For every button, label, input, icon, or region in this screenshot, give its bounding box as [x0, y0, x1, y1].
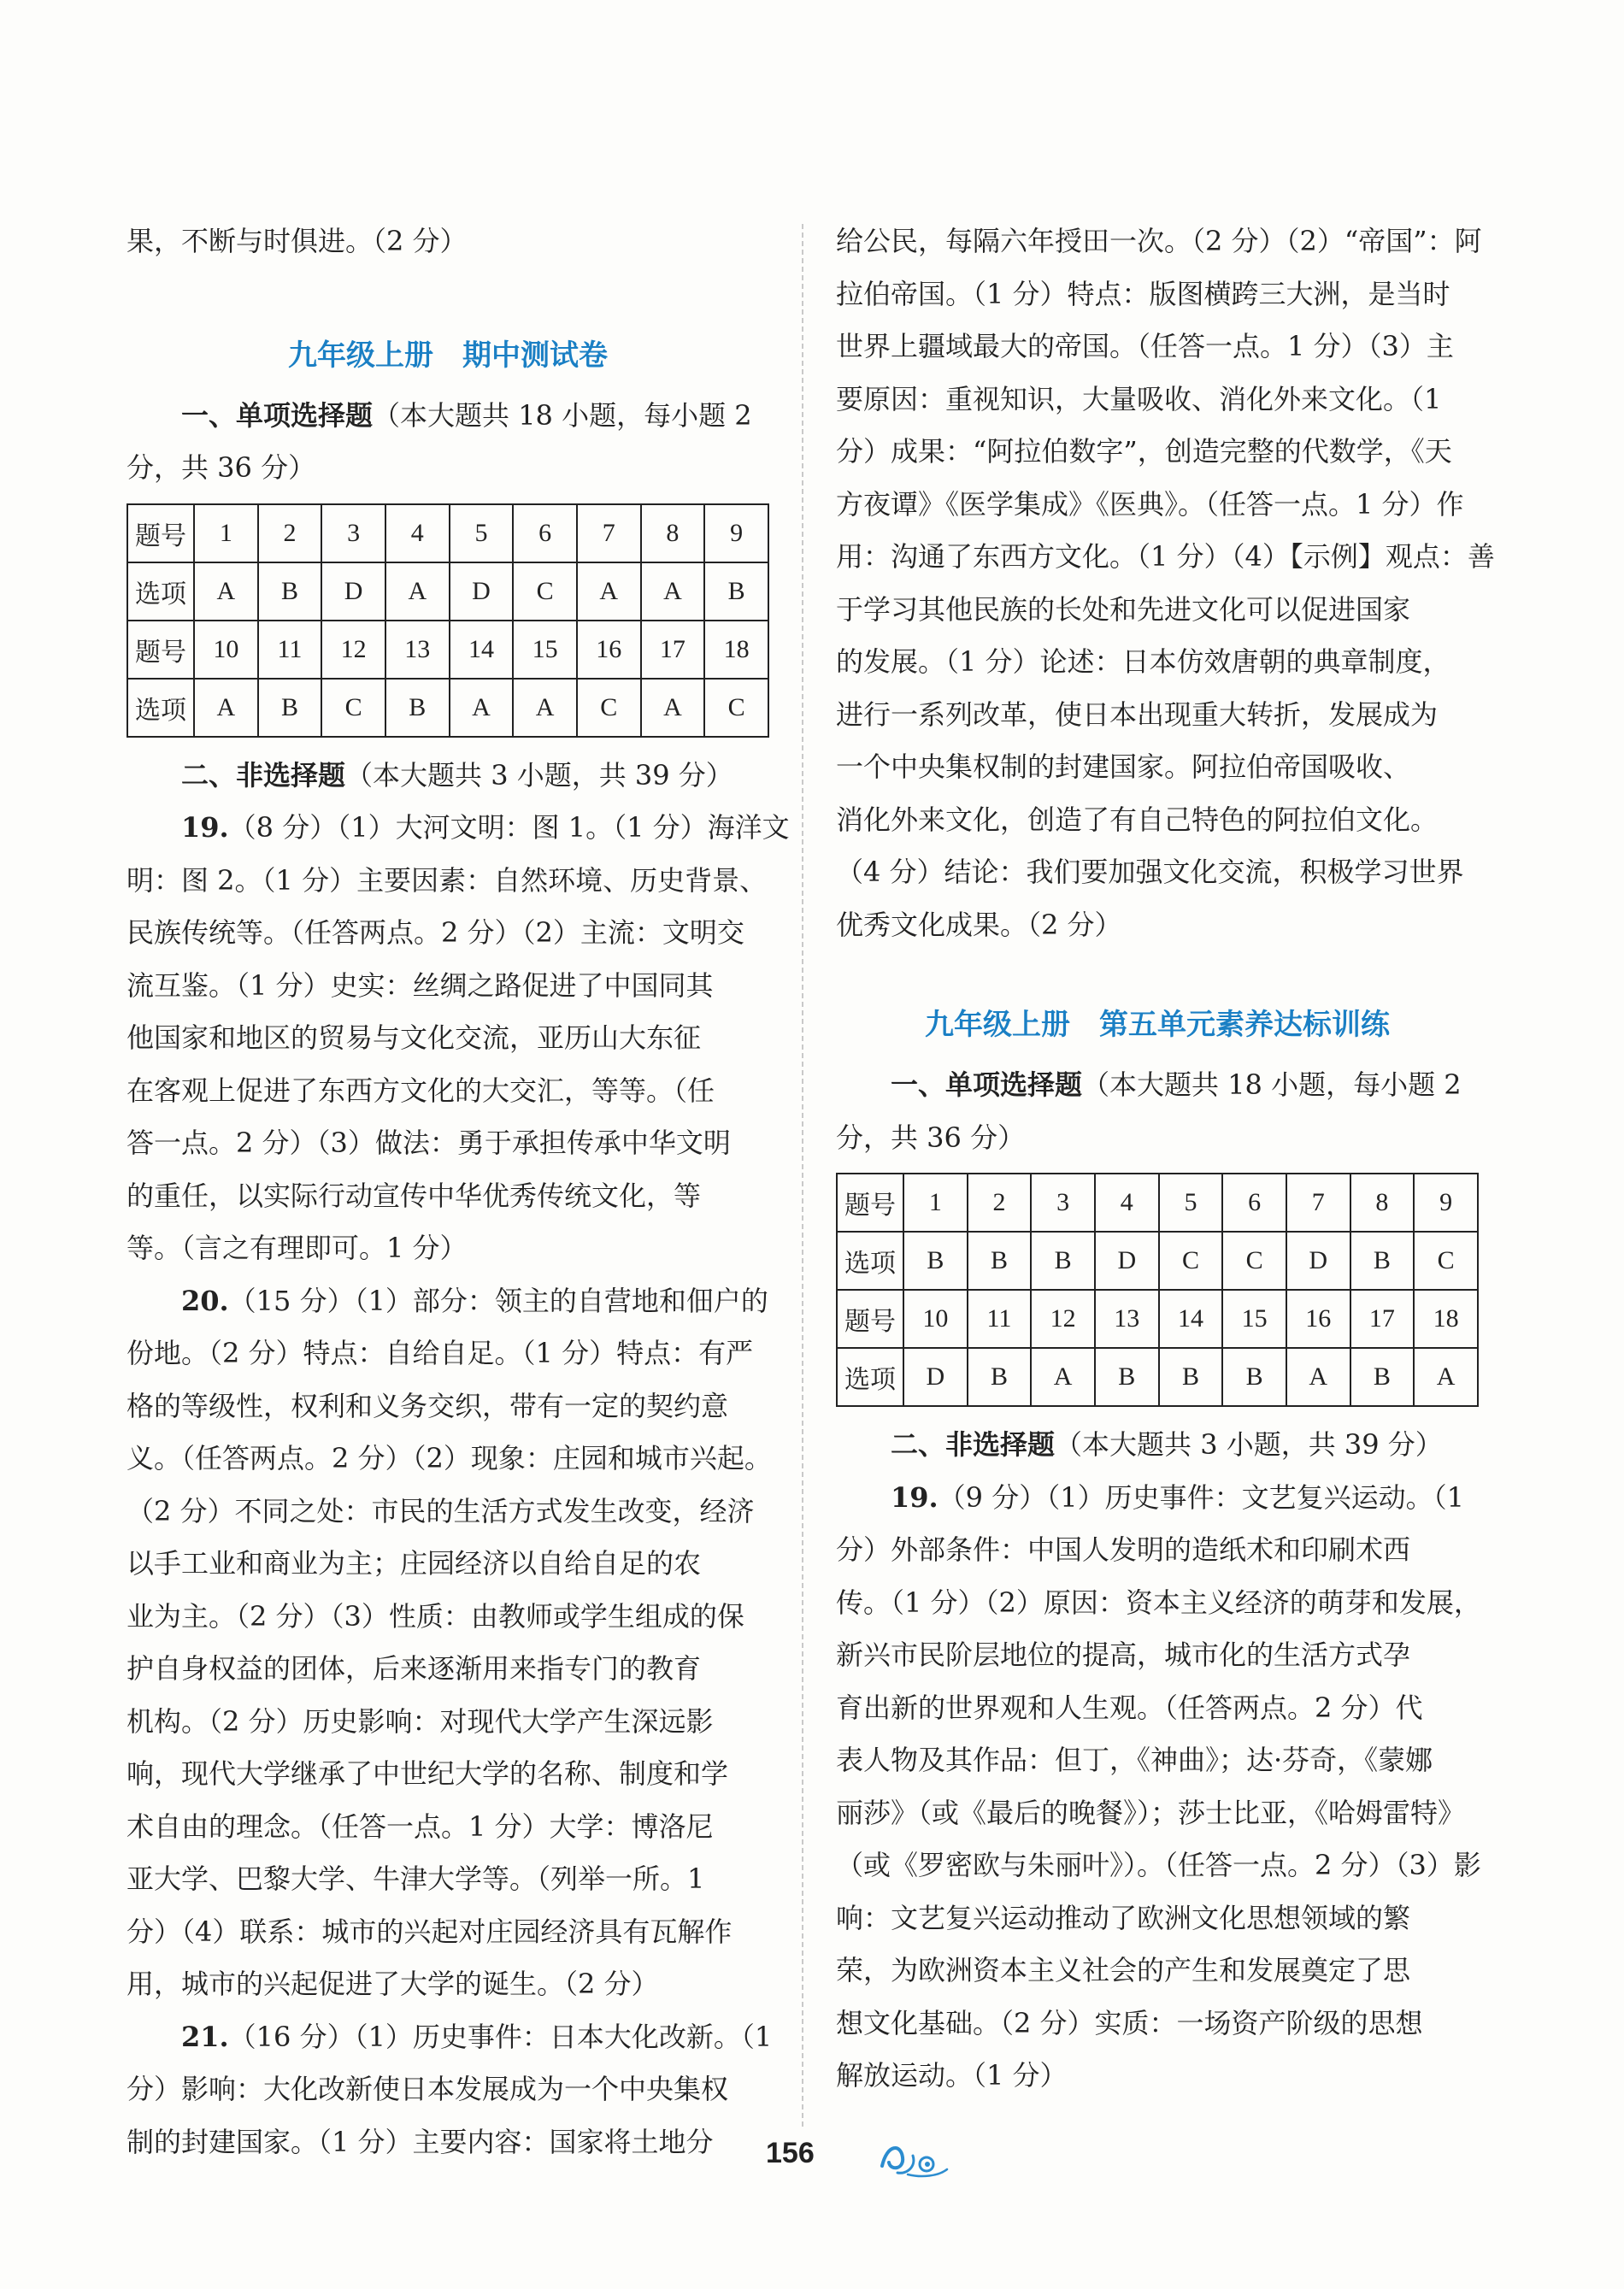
text-line: （或《罗密欧与朱丽叶》）。（任答一点。2 分）（3）影 [836, 1849, 1481, 1881]
part2-label: 二、非选择题 [181, 758, 346, 791]
text-line: 明：图 2。（1 分）主要因素：自然环境、历史背景、 [127, 863, 768, 897]
text-line: 拉伯帝国。（1 分）特点：版图横跨三大洲，是当时 [836, 277, 1450, 310]
table-cell: B [258, 562, 322, 621]
text-line: 义。（任答两点。2 分）（2）现象：庄园和城市兴起。 [127, 1442, 772, 1474]
text-line: 答一点。2 分）（3）做法：勇于承担传承中华文明 [127, 1127, 731, 1159]
table-cell: C [1159, 1232, 1223, 1290]
table-cell: C [577, 679, 641, 737]
text-line: 响：文艺复兴运动推动了欧洲文化思想领域的繁 [836, 1901, 1411, 1934]
left-column [127, 215, 790, 2168]
q20-first-line [127, 1275, 769, 1328]
q19-first-line [127, 802, 790, 855]
question-number: 19. [891, 1480, 939, 1514]
table-cell: A [513, 679, 577, 737]
question-text: （15 分）（1）部分：领主的自营地和佃户的 [228, 1284, 768, 1317]
table-cell: B [968, 1232, 1032, 1290]
part2-note: （本大题共 3 小题，共 39 分） [345, 758, 733, 791]
table-cell: A [577, 562, 641, 621]
row-label: 题号 [127, 621, 194, 679]
text-line: 世界上疆域最大的帝国。（任答一点。1 分）（3）主 [836, 330, 1454, 362]
text-line: 制的封建国家。（1 分）主要内容：国家将土地分 [127, 2125, 714, 2158]
question-number: 20. [181, 1284, 229, 1317]
text-line: （2 分）不同之处：市民的生活方式发生改变，经济 [127, 1494, 755, 1527]
table-cell: A [450, 679, 514, 737]
question-text: （16 分）（1）历史事件：日本大化改新。（1 [228, 2020, 773, 2053]
table-cell: 14 [1159, 1290, 1223, 1348]
table-cell: B [258, 679, 322, 737]
table-cell: A [641, 562, 705, 621]
table-cell: 15 [513, 621, 577, 679]
table-cell: B [385, 679, 450, 737]
table-cell: D [903, 1348, 968, 1406]
table-cell: 5 [450, 504, 514, 562]
answer-table-unit5 [836, 1173, 1479, 1407]
text-line: 优秀文化成果。（2 分） [836, 908, 1122, 941]
text-line: 表人物及其作品：但丁，《神曲》；达·芬奇，《蒙娜 [836, 1744, 1433, 1776]
table-cell: 4 [1095, 1174, 1159, 1232]
table-cell: C [321, 679, 385, 737]
table-cell: D [321, 562, 385, 621]
table-cell: A [1286, 1348, 1350, 1406]
text-line: 份地。（2 分）特点：自给自足。（1 分）特点：有严 [127, 1337, 754, 1369]
table-cell: C [1414, 1232, 1478, 1290]
text-line: 以手工业和商业为主；庄园经济以自给自足的农 [127, 1547, 702, 1580]
text-line: 机构。（2 分）历史影响：对现代大学产生深远影 [127, 1704, 714, 1738]
text-line: （4 分）结论：我们要加强文化交流，积极学习世界 [836, 856, 1464, 888]
table-cell: 11 [968, 1290, 1032, 1348]
part2-heading [127, 750, 769, 803]
table-cell: 12 [1031, 1290, 1095, 1348]
right-column [836, 215, 1495, 2103]
part1-note-cont: 分，共 36 分） [836, 1121, 1026, 1154]
table-cell: 7 [1286, 1174, 1350, 1232]
text-line: 响，现代大学继承了中世纪大学的名称、制度和学 [127, 1757, 729, 1790]
text-line: 等。（言之有理即可。1 分） [127, 1232, 468, 1264]
text-line: 的发展。（1 分）论述：日本仿效唐朝的典章制度， [836, 645, 1450, 678]
text-line: 荣，为欧洲资本主义社会的产生和发展奠定了思 [836, 1954, 1411, 1986]
part1-label: 一、单项选择题 [181, 398, 374, 432]
table-cell: 3 [1031, 1174, 1095, 1232]
table-cell: B [968, 1348, 1032, 1406]
table-cell: 13 [385, 621, 450, 679]
table-cell: 17 [641, 621, 705, 679]
text-line: 果，不断与时俱进。（2 分） [127, 225, 468, 257]
text-line: 消化外来文化，创造了有自己特色的阿拉伯文化。 [836, 803, 1439, 836]
table-cell: 4 [385, 504, 450, 562]
row-label: 选项 [127, 679, 194, 737]
table-cell: B [1350, 1348, 1415, 1406]
table-cell: A [194, 679, 258, 737]
table-row [127, 504, 768, 562]
table-cell: B [1159, 1348, 1223, 1406]
table-cell: D [1095, 1232, 1159, 1290]
row-label: 题号 [837, 1174, 903, 1232]
table-cell: 14 [450, 621, 514, 679]
table-cell: 15 [1222, 1290, 1286, 1348]
table-cell: 17 [1350, 1290, 1415, 1348]
section-title-midterm: 九年级上册 期中测试卷 [288, 338, 608, 373]
table-cell: 16 [1286, 1290, 1350, 1348]
table-cell: B [903, 1232, 968, 1290]
table-cell: 16 [577, 621, 641, 679]
part2-heading [836, 1419, 1479, 1472]
question-text: （8 分）（1）大河文明：图 1。（1 分）海洋文 [228, 811, 790, 844]
wave-flourish-icon [879, 2140, 952, 2181]
text-line: 的重任，以实际行动宣传中华优秀传统文化，等 [127, 1179, 702, 1212]
text-line: 在客观上促进了东西方文化的大交汇，等等。（任 [127, 1074, 715, 1107]
q21-first-line [127, 2011, 773, 2064]
text-line: 传。（1 分）（2）原因：资本主义经济的萌芽和发展， [836, 1586, 1481, 1619]
text-line: 分）（4）联系：城市的兴起对庄园经济具有瓦解作 [127, 1915, 733, 1948]
table-cell: 11 [258, 621, 322, 679]
table-cell: 18 [704, 621, 768, 679]
table-cell: 9 [1414, 1174, 1478, 1232]
table-cell: 1 [903, 1174, 968, 1232]
text-line: 给公民，每隔六年授田一次。（2 分）（2）“帝国”：阿 [836, 225, 1482, 257]
table-cell: D [1286, 1232, 1350, 1290]
page-number: 156 [766, 2137, 815, 2169]
table-cell: 9 [704, 504, 768, 562]
table-cell: A [194, 562, 258, 621]
table-cell: A [385, 562, 450, 621]
table-cell: 8 [641, 504, 705, 562]
table-row [837, 1232, 1478, 1290]
row-label: 选项 [837, 1232, 903, 1290]
part2-note: （本大题共 3 小题，共 39 分） [1055, 1428, 1443, 1461]
text-line: 于学习其他民族的长处和先进文化可以促进国家 [836, 592, 1411, 626]
column-divider [802, 224, 803, 2127]
table-cell: C [1222, 1232, 1286, 1290]
section-title-unit5: 九年级上册 第五单元素养达标训练 [925, 1008, 1390, 1042]
part1-note: （本大题共 18 小题，每小题 2 [373, 398, 752, 432]
text-line: 亚大学、巴黎大学、牛津大学等。（列举一所。1 [127, 1862, 705, 1895]
table-cell: B [1222, 1348, 1286, 1406]
text-line: 民族传统等。（任答两点。2 分）（2）主流：文明交 [127, 916, 744, 949]
text-line: 用：沟通了东西方文化。（1 分）（4）【示例】观点：善 [836, 540, 1495, 573]
table-row [837, 1174, 1478, 1232]
table-cell: C [704, 679, 768, 737]
text-line: 流互鉴。（1 分）史实：丝绸之路促进了中国同其 [127, 968, 714, 1002]
text-line: 护自身权益的团体，后来逐渐用来指专门的教育 [127, 1652, 702, 1685]
row-label: 选项 [127, 562, 194, 621]
table-cell: A [641, 679, 705, 737]
table-row [127, 679, 768, 737]
table-cell: D [450, 562, 514, 621]
part1-heading [836, 1059, 1479, 1112]
table-cell: 12 [321, 621, 385, 679]
table-cell: 10 [194, 621, 258, 679]
text-line: 要原因：重视知识，大量吸收、消化外来文化。（1 [836, 382, 1442, 415]
table-row [837, 1290, 1478, 1348]
text-line: 分）成果：“阿拉伯数字”，创造完整的代数学，《天 [836, 435, 1452, 468]
part1-label: 一、单项选择题 [891, 1068, 1083, 1101]
text-line: 格的等级性，权利和义务交织，带有一定的契约意 [127, 1389, 729, 1422]
table-cell: B [1350, 1232, 1415, 1290]
table-cell: 6 [1222, 1174, 1286, 1232]
table-cell: B [704, 562, 768, 621]
text-line: 他国家和地区的贸易与文化交流，亚历山大东征 [127, 1021, 702, 1054]
text-line: 分）影响：大化改新使日本发展成为一个中央集权 [127, 2073, 729, 2105]
text-line: 用，城市的兴起促进了大学的诞生。（2 分） [127, 1968, 659, 2000]
text-line: 业为主。（2 分）（3）性质：由教师或学生组成的保 [127, 1599, 744, 1633]
answer-table-midterm [127, 503, 769, 738]
table-cell: A [1031, 1348, 1095, 1406]
table-cell: 6 [513, 504, 577, 562]
text-line: 方夜谭》《医学集成》《医典》。（任答一点。1 分）作 [836, 487, 1464, 521]
question-text: （9 分）（1）历史事件：文艺复兴运动。（1 [938, 1480, 1464, 1514]
row-label: 题号 [127, 504, 194, 562]
table-cell: B [1095, 1348, 1159, 1406]
part1-note: （本大题共 18 小题，每小题 2 [1082, 1068, 1462, 1101]
table-cell: A [1414, 1348, 1478, 1406]
question-number: 19. [181, 811, 229, 844]
part1-note-cont: 分，共 36 分） [127, 451, 316, 484]
text-line: 想文化基础。（2 分）实质：一场资产阶级的思想 [836, 2006, 1423, 2039]
table-cell: 2 [258, 504, 322, 562]
table-cell: 1 [194, 504, 258, 562]
table-cell: 8 [1350, 1174, 1415, 1232]
row-label: 题号 [837, 1290, 903, 1348]
table-cell: 3 [321, 504, 385, 562]
table-cell: 7 [577, 504, 641, 562]
text-line: 育出新的世界观和人生观。（任答两点。2 分）代 [836, 1691, 1423, 1724]
table-cell: 18 [1414, 1290, 1478, 1348]
question-number: 21. [181, 2020, 229, 2053]
page-footer [0, 2137, 1624, 2188]
text-line: 分）外部条件：中国人发明的造纸术和印刷术西 [836, 1533, 1411, 1566]
text-line: 进行一系列改革，使日本出现重大转折，发展成为 [836, 697, 1439, 731]
q19-first-line [836, 1472, 1479, 1525]
part2-label: 二、非选择题 [891, 1428, 1056, 1461]
part1-heading [127, 390, 769, 443]
row-label: 选项 [837, 1348, 903, 1406]
table-row [127, 621, 768, 679]
table-cell: 13 [1095, 1290, 1159, 1348]
text-line: 丽莎》（或《最后的晚餐》）；莎士比亚，《哈姆雷特》 [836, 1796, 1466, 1829]
table-row [837, 1348, 1478, 1406]
table-row [127, 562, 768, 621]
table-cell: 10 [903, 1290, 968, 1348]
text-line: 新兴市民阶层地位的提高，城市化的生活方式孕 [836, 1639, 1411, 1671]
text-line: 解放运动。（1 分） [836, 2059, 1068, 2092]
table-cell: 5 [1159, 1174, 1223, 1232]
text-line: 一个中央集权制的封建国家。阿拉伯帝国吸收、 [836, 750, 1411, 783]
table-cell: C [513, 562, 577, 621]
table-cell: B [1031, 1232, 1095, 1290]
table-cell: 2 [968, 1174, 1032, 1232]
text-line: 术自由的理念。（任答一点。1 分）大学：博洛尼 [127, 1809, 714, 1843]
